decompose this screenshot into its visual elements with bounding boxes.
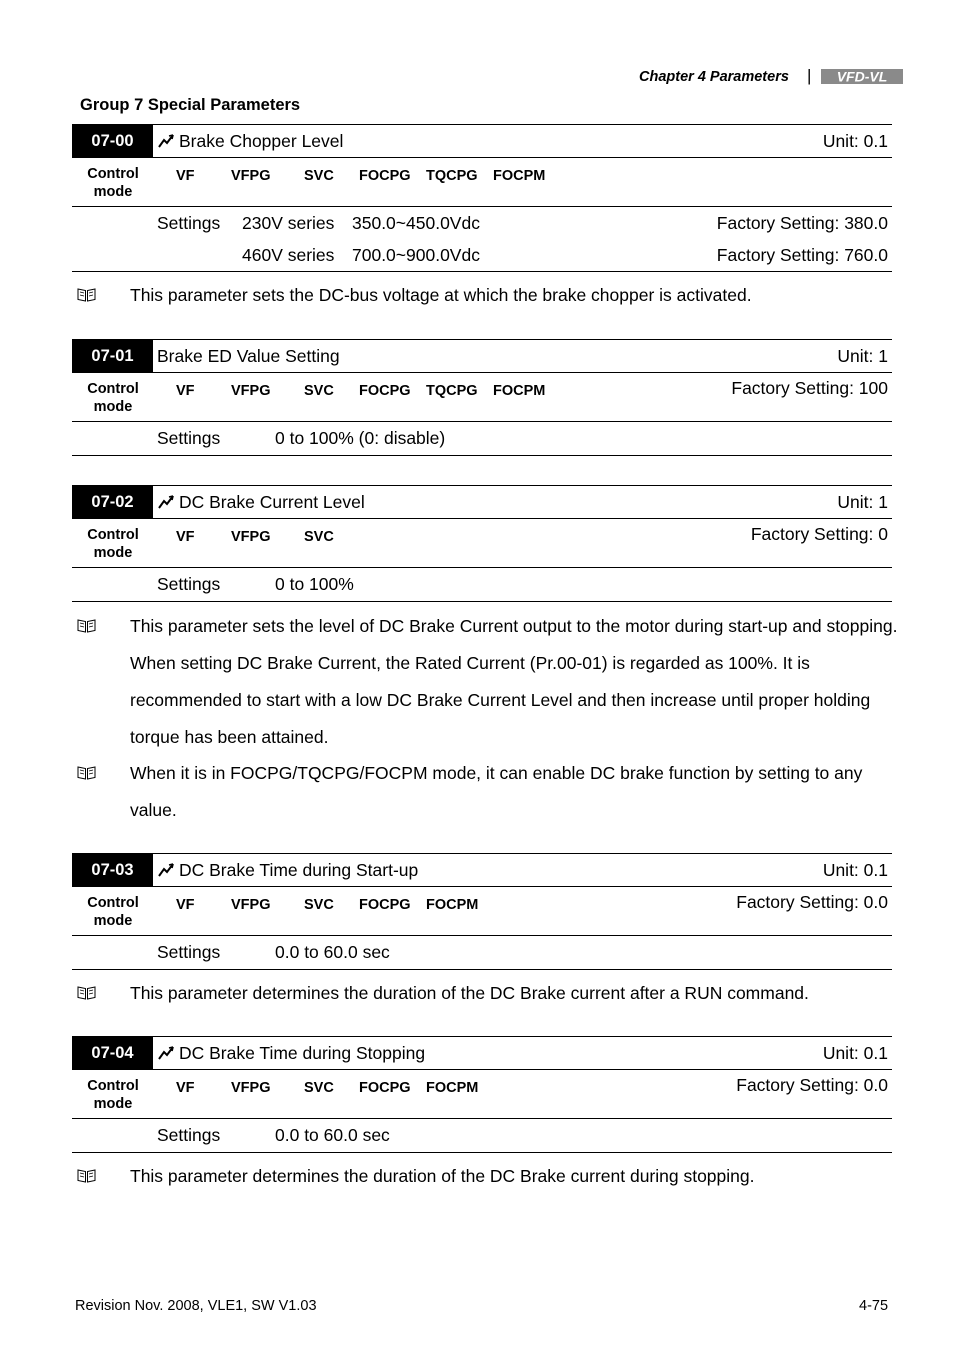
chapter-title: Chapter 4 Parameters <box>639 69 789 85</box>
param-number: 07-04 <box>72 1037 153 1069</box>
book-icon <box>77 619 96 633</box>
param-title-text: DC Brake Current Level <box>179 492 365 512</box>
mode-vf: VF <box>176 897 195 913</box>
settings-range: 0 to 100% (0: disable) <box>275 428 446 448</box>
param-07-01 <box>72 339 892 456</box>
run-mode-change-icon <box>158 134 174 148</box>
mode-svc: SVC <box>304 168 334 184</box>
factory-setting-460v: Factory Setting: 760.0 <box>716 245 888 265</box>
header-separator: | <box>807 66 812 85</box>
param-number: 07-01 <box>72 340 153 372</box>
range-460v: 700.0~900.0Vdc <box>352 245 480 265</box>
mode-svc: SVC <box>304 897 334 913</box>
series-460v: 460V series <box>242 245 335 265</box>
factory-setting: Factory Setting: 0.0 <box>736 892 888 912</box>
param-unit: Unit: 1 <box>837 492 888 512</box>
param-07-02 <box>72 485 892 602</box>
param-unit: Unit: 0.1 <box>822 1043 888 1063</box>
settings-row <box>72 207 892 272</box>
mode-vf: VF <box>176 529 195 545</box>
book-icon <box>77 1169 96 1183</box>
control-mode-row <box>72 887 892 936</box>
control-mode-label: Control mode <box>87 1078 139 1112</box>
factory-setting-230v: Factory Setting: 380.0 <box>716 213 888 233</box>
param-number: 07-00 <box>72 125 153 157</box>
book-icon <box>77 766 96 780</box>
run-mode-change-icon <box>158 495 174 509</box>
param-header-row <box>72 1036 892 1070</box>
settings-row <box>72 568 892 602</box>
note-text: This parameter sets the DC-bus voltage at which the brake chopper is activated. <box>130 285 752 305</box>
mode-tqcpg: TQCPG <box>426 168 478 184</box>
param-number: 07-02 <box>72 486 153 518</box>
mode-focpg: FOCPG <box>359 168 411 184</box>
param-header-row <box>72 124 892 158</box>
run-mode-change-icon <box>158 1046 174 1060</box>
mode-vfpg: VFPG <box>231 383 271 399</box>
settings-label: Settings <box>157 213 221 233</box>
mode-vf: VF <box>176 168 195 184</box>
page-number: 4-75 <box>859 1298 889 1314</box>
param-title-text: Brake Chopper Level <box>179 131 344 151</box>
control-mode-label: Control mode <box>87 381 139 415</box>
param-title <box>158 1037 425 1069</box>
param-title <box>158 854 418 886</box>
mode-svc: SVC <box>304 529 334 545</box>
footer-revision: Revision Nov. 2008, VLE1, SW V1.03 <box>75 1298 317 1314</box>
mode-vfpg: VFPG <box>231 897 271 913</box>
settings-range: 0.0 to 60.0 sec <box>275 1125 390 1145</box>
control-mode-row <box>72 519 892 568</box>
mode-focpm: FOCPM <box>426 897 479 913</box>
settings-label: Settings <box>157 1125 221 1145</box>
control-mode-row <box>72 1070 892 1119</box>
book-icon <box>77 288 96 302</box>
param-07-03 <box>72 853 892 970</box>
settings-label: Settings <box>157 574 221 594</box>
factory-setting: Factory Setting: 100 <box>731 378 888 398</box>
param-header-row <box>72 339 892 373</box>
param-unit: Unit: 1 <box>837 346 888 366</box>
book-icon <box>77 986 96 1000</box>
control-mode-row <box>72 373 892 422</box>
settings-range: 0 to 100% <box>275 574 354 594</box>
factory-setting: Factory Setting: 0 <box>750 524 888 544</box>
mode-vfpg: VFPG <box>231 168 271 184</box>
series-230v: 230V series <box>242 213 335 233</box>
param-number: 07-03 <box>72 854 153 886</box>
mode-tqcpg: TQCPG <box>426 383 478 399</box>
vfd-vl-logo <box>821 69 903 84</box>
factory-setting: Factory Setting: 0.0 <box>736 1075 888 1095</box>
mode-svc: SVC <box>304 383 334 399</box>
settings-row <box>72 422 892 456</box>
mode-focpg: FOCPG <box>359 383 411 399</box>
mode-focpm: FOCPM <box>493 383 546 399</box>
param-07-00 <box>72 124 892 272</box>
control-mode-label: Control mode <box>87 527 139 561</box>
control-mode-row <box>72 158 892 207</box>
mode-vfpg: VFPG <box>231 1080 271 1096</box>
mode-svc: SVC <box>304 1080 334 1096</box>
note-text: This parameter sets the level of DC Brake Current output to the motor during start-up and stopping. When setting DC Brake Current, the Rated Current (Pr.00-01) is regarded as 100%. It is recommended to start with a low DC Brake Current Level and then increase until proper holding torque has been attained. <box>130 616 898 747</box>
group-title: Group 7 Special Parameters <box>80 96 301 114</box>
param-unit: Unit: 0.1 <box>822 860 888 880</box>
param-title <box>158 125 343 157</box>
note-text: This parameter determines the duration of the DC Brake current during stopping. <box>130 1166 755 1186</box>
mode-focpm: FOCPM <box>493 168 546 184</box>
param-header-row <box>72 485 892 519</box>
note-text: When it is in FOCPG/TQCPG/FOCPM mode, it can enable DC brake function by setting to any value. <box>130 763 863 820</box>
mode-vf: VF <box>176 383 195 399</box>
param-title-text: Brake ED Value Setting <box>157 346 340 366</box>
param-header-row <box>72 853 892 887</box>
settings-row <box>72 936 892 970</box>
param-title-text: DC Brake Time during Start-up <box>179 860 419 880</box>
control-mode-label: Control mode <box>87 166 139 200</box>
param-07-04 <box>72 1036 892 1153</box>
settings-label: Settings <box>157 942 221 962</box>
mode-focpg: FOCPG <box>359 897 411 913</box>
range-230v: 350.0~450.0Vdc <box>352 213 480 233</box>
param-unit: Unit: 0.1 <box>822 131 888 151</box>
mode-focpm: FOCPM <box>426 1080 479 1096</box>
param-title <box>157 340 340 372</box>
param-title <box>158 486 365 518</box>
svg-text:VFD-VL: VFD-VL <box>836 69 888 84</box>
note-text: This parameter determines the duration of the DC Brake current after a RUN command. <box>130 983 809 1003</box>
run-mode-change-icon <box>158 863 174 877</box>
mode-focpg: FOCPG <box>359 1080 411 1096</box>
mode-vf: VF <box>176 1080 195 1096</box>
settings-label: Settings <box>157 428 221 448</box>
control-mode-label: Control mode <box>87 895 139 929</box>
param-title-text: DC Brake Time during Stopping <box>179 1043 426 1063</box>
mode-vfpg: VFPG <box>231 529 271 545</box>
settings-row <box>72 1119 892 1153</box>
settings-range: 0.0 to 60.0 sec <box>275 942 390 962</box>
